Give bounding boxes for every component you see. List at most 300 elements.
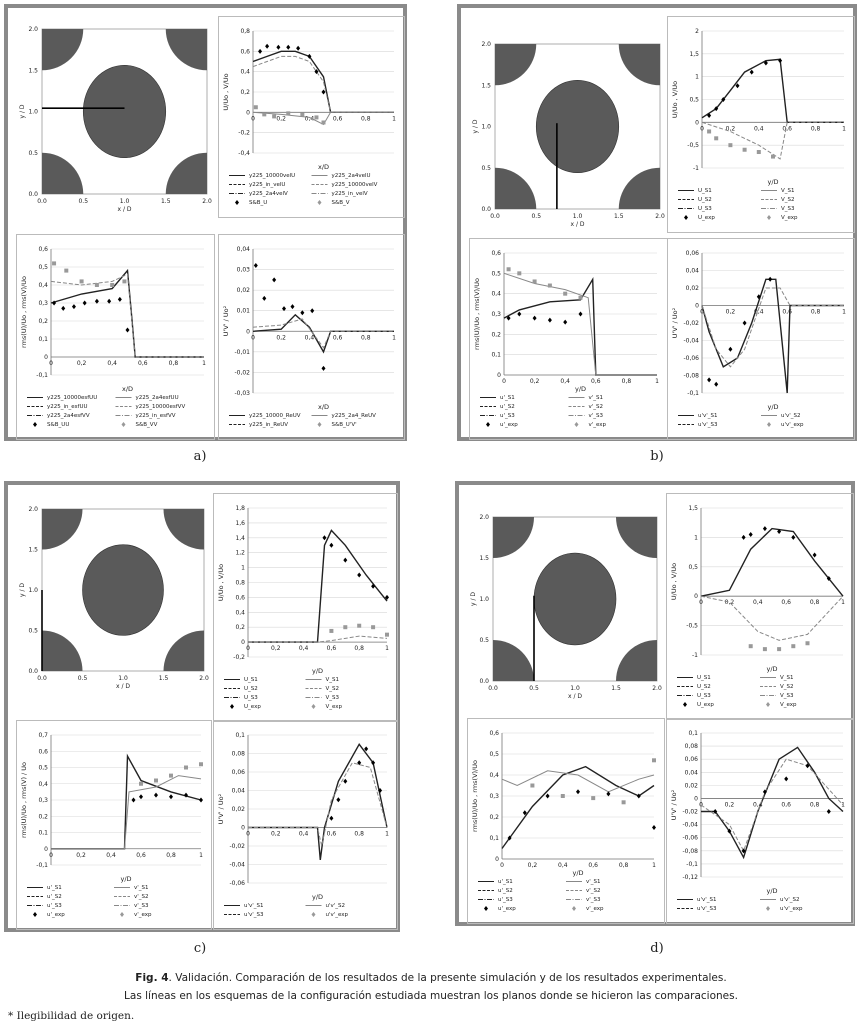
y-tick-label: 0,5	[689, 96, 699, 104]
exp-point-v	[743, 148, 747, 152]
y-tick-label: 0,6	[491, 250, 501, 257]
y-tick-label: 0,2	[240, 89, 250, 96]
y-tick-label: 0	[694, 593, 698, 601]
exp-point-v	[561, 794, 565, 798]
y-tick-label: 0,5	[489, 751, 499, 758]
panel-a	[4, 4, 407, 441]
legend-marker	[318, 422, 322, 427]
x-tick-label: 1.5	[158, 675, 169, 682]
y-axis-label: y / D	[472, 119, 479, 134]
y-tick-label: 2.0	[479, 514, 489, 521]
legend-entry: V_S1	[781, 188, 795, 194]
legend-entry: y225_2a4velV	[249, 191, 288, 197]
series-line	[51, 271, 204, 357]
legend-entry: V_S3	[325, 695, 340, 701]
y-tick-label: 0.5	[481, 164, 491, 172]
legend-marker	[766, 702, 770, 707]
schematic-plot	[469, 16, 666, 231]
exp-point	[343, 779, 347, 784]
y-axis-label: U'V' / Uo²	[222, 305, 230, 337]
x-tick-label: 0.0	[490, 213, 500, 220]
exp-point-v	[707, 129, 711, 133]
y-tick-label: 0,4	[38, 282, 48, 289]
y-tick-label: 0,04	[231, 787, 245, 795]
y-tick-label: -0,04	[229, 861, 245, 869]
exp-point-v	[763, 647, 767, 651]
y-axis-label: U'V' / Uo²	[217, 793, 225, 825]
exp-point	[652, 825, 656, 830]
y-tick-label: -0,04	[682, 821, 698, 829]
x-tick-label: 0,8	[354, 830, 364, 838]
x-tick-label: 0,2	[725, 308, 736, 316]
x-tick-label: 0,2	[529, 378, 540, 385]
series-line	[702, 122, 844, 159]
legend-entry: V_exp	[780, 702, 797, 708]
x-axis-label: x / D	[115, 683, 131, 690]
x-tick-label: 1	[652, 862, 656, 869]
x-tick-label: 0,8	[168, 360, 179, 367]
x-tick-label: 0,2	[271, 645, 281, 653]
exp-point-v	[579, 296, 583, 300]
series-line	[702, 59, 844, 122]
legend-entry: y225_in_ReUV	[249, 422, 289, 428]
y-tick-label: 1,8	[235, 505, 245, 512]
y-tick-label: 0,2	[491, 331, 501, 339]
y-tick-label: 0.0	[479, 678, 489, 685]
exp-point-v	[110, 283, 114, 287]
legend-marker	[683, 702, 687, 707]
legend-entry: v'_S3	[586, 897, 601, 903]
schematic-domain	[467, 493, 663, 703]
chart-svg	[668, 17, 854, 232]
y-tick-label: 0,02	[236, 287, 250, 295]
y-tick-label: 0,2	[38, 318, 48, 325]
exp-point-v	[122, 279, 126, 283]
exp-point-v	[371, 625, 375, 629]
y-tick-label: -0,08	[683, 372, 699, 380]
exp-point	[742, 535, 746, 540]
x-tick-label: 0,2	[724, 599, 735, 607]
y-tick-label: 0	[44, 354, 48, 361]
y-tick-label: 1,2	[235, 549, 245, 557]
y-tick-label: 1	[694, 534, 698, 542]
series-line	[701, 596, 843, 640]
y-axis-label: U/Uo , V/Uo	[671, 80, 679, 119]
x-tick-label: 0.0	[488, 685, 498, 692]
legend-entry: v'_S2	[588, 404, 604, 410]
legend-entry: u'v'_exp	[325, 912, 349, 918]
x-tick-label: 0,6	[326, 645, 337, 653]
legend-entry: u'_S1	[47, 885, 62, 891]
y-tick-label: 0.5	[28, 149, 38, 157]
legend-entry: y225_in_velU	[249, 182, 286, 188]
y-tick-label: -1	[692, 652, 698, 659]
exp-point	[154, 793, 158, 798]
chart-svg	[17, 721, 211, 929]
x-tick-label: 0,8	[166, 851, 176, 859]
chart-plot	[16, 234, 215, 440]
exp-point-v	[272, 114, 276, 118]
y-tick-label: 0,7	[38, 732, 48, 739]
panel-d	[455, 481, 855, 926]
legend-entry: y225_10000esfVV	[135, 404, 186, 410]
x-tick-label: 0	[49, 851, 53, 859]
exp-point	[546, 794, 550, 799]
series-line	[253, 51, 394, 112]
y-tick-label: 0	[495, 856, 499, 863]
legend-entry: y225_2a4velU	[331, 173, 371, 179]
legend-entry: y225_10000velU	[249, 173, 296, 179]
exp-point-v	[385, 633, 389, 637]
exp-point	[258, 49, 262, 54]
y-tick-label: 0,08	[231, 750, 245, 758]
schematic-plot	[16, 16, 213, 216]
legend-entry: V_S3	[781, 206, 795, 212]
legend-entry: V_S2	[781, 197, 795, 203]
x-tick-label: 0,6	[332, 334, 343, 342]
legend-entry: U_exp	[244, 704, 261, 710]
y-tick-label: 0,5	[688, 563, 698, 571]
schematic-domain	[16, 493, 210, 693]
legend-entry: V_S2	[780, 684, 794, 690]
x-tick-label: 0,6	[326, 830, 337, 838]
exp-point	[254, 263, 258, 268]
y-tick-label: 0,1	[38, 336, 48, 343]
legend-entry: u'_S3	[498, 897, 513, 903]
x-tick-label: 0	[699, 599, 703, 607]
exp-point	[343, 558, 347, 563]
y-tick-label: 0,4	[240, 68, 250, 76]
legend-entry: u'v'_exp	[781, 422, 804, 428]
x-tick-label: 0.5	[78, 198, 89, 205]
legend-entry: y225_2a4_ReUV	[331, 413, 376, 419]
y-tick-label: 0.0	[481, 206, 491, 213]
exp-point-v	[286, 111, 290, 115]
series-line	[701, 747, 843, 857]
y-tick-label: 1,5	[688, 505, 698, 512]
x-tick-label: 0,4	[558, 862, 568, 869]
y-tick-label: 2.0	[28, 26, 38, 33]
legend-entry: u'_exp	[500, 422, 518, 428]
legend-entry: S&B_V	[331, 200, 350, 206]
chart-svg	[667, 719, 853, 923]
exp-point-v	[169, 774, 173, 778]
legend-entry: v'_S2	[586, 888, 601, 894]
exp-point-v	[806, 641, 810, 645]
series-line	[504, 273, 657, 375]
schematic-svg	[16, 493, 210, 693]
chart-svg	[214, 721, 397, 929]
exp-point	[728, 347, 732, 352]
legend-entry: v'_S1	[588, 395, 604, 401]
y-tick-label: 1.0	[481, 123, 491, 131]
footnote: * Ilegibilidad de origen.	[8, 1010, 135, 1022]
legend-marker	[767, 422, 771, 427]
legend-marker	[766, 906, 770, 911]
x-tick-label: 0	[49, 360, 53, 367]
x-tick-label: 0	[700, 308, 704, 316]
exp-point	[749, 532, 753, 537]
x-tick-label: 0,8	[618, 862, 629, 869]
y-tick-label: 0,02	[231, 806, 245, 813]
series-line	[253, 319, 394, 348]
legend-entry: v'_exp	[586, 906, 604, 912]
x-tick-label: 1	[841, 801, 845, 809]
schematic-svg	[469, 16, 666, 231]
x-tick-label: 0,6	[136, 851, 146, 859]
y-tick-label: 0,02	[684, 782, 698, 790]
x-tick-label: 2.0	[652, 685, 662, 692]
x-tick-label: 1.5	[613, 213, 624, 220]
exp-point-v	[300, 112, 304, 116]
y-tick-label: 2.0	[28, 506, 38, 513]
y-tick-label: 0,04	[684, 769, 698, 777]
y-tick-label: 0,4	[235, 609, 245, 617]
x-tick-label: 0,6	[782, 125, 792, 133]
schematic-svg	[467, 493, 663, 703]
panel-label-c: c)	[193, 941, 207, 956]
exp-point	[139, 794, 143, 799]
y-tick-label: -0,02	[234, 369, 250, 377]
x-tick-label: 0,6	[591, 378, 601, 385]
x-tick-label: 0,4	[298, 830, 309, 838]
y-tick-label: -0,06	[682, 834, 698, 842]
x-tick-label: 0,2	[724, 801, 735, 809]
y-tick-label: 1,5	[689, 50, 699, 58]
exp-point	[296, 46, 300, 51]
legend-entry: V_exp	[325, 704, 343, 710]
x-tick-label: 0,8	[810, 308, 821, 316]
x-tick-label: 1	[655, 378, 659, 385]
x-tick-label: 0,2	[76, 851, 86, 859]
y-tick-label: 0,06	[231, 769, 245, 776]
legend-entry: u'v'_S1	[698, 413, 718, 419]
legend-entry: S&B_VV	[135, 422, 158, 428]
legend-entry: v'_S1	[134, 885, 149, 891]
exp-point	[357, 573, 361, 578]
y-tick-label: 0	[497, 372, 501, 379]
legend-entry: y225_in_esfVV	[135, 413, 176, 419]
x-axis-label: y/D	[572, 869, 584, 877]
x-tick-label: 1.0	[119, 198, 130, 205]
y-tick-label: -0,5	[687, 142, 699, 150]
exp-point	[169, 794, 173, 799]
legend-marker	[120, 912, 124, 917]
legend-marker	[122, 422, 126, 427]
y-tick-label: 1.5	[28, 67, 38, 75]
y-tick-label: 0	[246, 109, 250, 117]
y-axis-label: U/Uo , V/Uo	[217, 563, 225, 602]
exp-point	[533, 316, 537, 321]
schematic-plot	[16, 493, 210, 693]
x-tick-label: 1	[385, 645, 389, 653]
y-tick-label: 0,08	[684, 743, 698, 751]
legend-entry: y225_2a4esfVV	[47, 413, 90, 419]
x-tick-label: 1	[842, 308, 846, 316]
exp-point	[743, 321, 747, 326]
figure-caption-line1	[0, 972, 862, 984]
exp-point-v	[530, 784, 534, 788]
x-tick-label: 0.5	[529, 685, 539, 692]
series-line	[248, 744, 387, 860]
x-axis-label: y/D	[311, 667, 324, 675]
y-tick-label: 0,8	[235, 579, 245, 587]
x-tick-label: 1	[199, 851, 203, 859]
y-tick-label: 0.0	[28, 191, 38, 198]
x-tick-label: 0	[246, 830, 250, 838]
x-tick-label: 1.5	[160, 198, 171, 205]
legend-entry: U_S3	[697, 693, 711, 699]
y-tick-label: 0	[241, 639, 245, 647]
x-tick-label: 0	[699, 801, 703, 809]
exp-point	[336, 797, 340, 802]
legend-marker	[33, 422, 37, 427]
y-tick-label: 1.0	[28, 587, 38, 594]
chart-plot	[213, 720, 398, 930]
chart-svg	[219, 17, 404, 217]
exp-point	[262, 296, 266, 301]
series-line	[701, 759, 843, 851]
exp-point	[763, 526, 767, 531]
chart-svg	[17, 235, 214, 439]
x-tick-label: 0,2	[271, 830, 281, 838]
y-tick-label: 0,06	[685, 250, 699, 257]
x-tick-label: 0,4	[753, 599, 763, 607]
chart-plot	[16, 720, 212, 930]
legend-marker	[767, 215, 771, 220]
y-tick-label: 1	[695, 73, 699, 81]
exp-point	[286, 45, 290, 50]
y-tick-label: 0,1	[38, 829, 48, 837]
x-tick-label: 0,2	[725, 125, 736, 133]
exp-point-v	[254, 105, 258, 109]
legend-marker	[684, 215, 688, 220]
exp-point-v	[507, 267, 511, 271]
chart-plot	[666, 493, 854, 720]
y-tick-label: -0,02	[683, 320, 699, 327]
x-tick-label: 1.0	[572, 213, 583, 220]
y-tick-label: -0,12	[682, 874, 698, 881]
exp-point-v	[771, 155, 775, 159]
x-axis-label: x / D	[567, 693, 583, 700]
exp-point	[132, 798, 136, 803]
y-tick-label: 0,3	[38, 300, 48, 307]
legend-entry: u'v'_S1	[697, 897, 717, 903]
legend-entry: v'_S3	[588, 413, 604, 419]
exp-point-v	[533, 279, 537, 283]
x-axis-label: x/D	[317, 403, 330, 411]
legend-marker	[484, 906, 488, 911]
y-tick-label: -0,02	[682, 808, 698, 816]
exp-point	[548, 318, 552, 323]
y-tick-label: -0,03	[234, 390, 250, 397]
series-line	[702, 279, 844, 393]
legend-entry: u'v'_S1	[244, 903, 264, 909]
legend-entry: U_S1	[697, 675, 711, 681]
x-tick-label: 0,4	[107, 360, 117, 367]
legend-entry: v'_S2	[134, 894, 149, 900]
chart-svg	[468, 719, 664, 923]
x-tick-label: 1	[392, 115, 396, 123]
y-axis-label: rms(U)/Uo , rms(V)/Uo	[471, 760, 479, 832]
x-tick-label: 2.0	[655, 213, 665, 220]
exp-point-v	[64, 269, 68, 273]
legend-entry: S&B_U'V'	[331, 422, 357, 428]
legend-entry: U_S2	[698, 197, 712, 203]
exp-point-v	[548, 284, 552, 288]
legend-entry: u'v'_S3	[244, 912, 264, 918]
x-tick-label: 1	[392, 334, 396, 342]
legend-entry: V_S1	[780, 675, 794, 681]
legend-entry: V_exp	[781, 215, 798, 221]
x-tick-label: 0,4	[560, 378, 570, 385]
exp-point-v	[322, 121, 326, 125]
exp-point	[579, 312, 583, 317]
legend-entry: U_S1	[698, 188, 712, 194]
y-tick-label: 0	[241, 824, 245, 832]
legend-entry: u'_S3	[47, 903, 62, 909]
exp-point	[827, 809, 831, 814]
x-tick-label: 0.0	[37, 198, 47, 205]
y-tick-label: 0,1	[489, 835, 499, 842]
x-tick-label: 0	[502, 378, 506, 385]
y-tick-label: -0,4	[238, 150, 250, 157]
y-tick-label: 0,2	[38, 813, 48, 821]
y-tick-label: 0,1	[491, 351, 501, 359]
exp-point	[83, 301, 87, 306]
y-tick-label: -0,06	[229, 880, 245, 887]
exp-point-v	[622, 800, 626, 804]
y-axis-label: U'V' / Uo²	[670, 789, 678, 821]
legend-entry: U_S3	[244, 695, 258, 701]
center-cylinder	[534, 553, 616, 645]
exp-point-v	[139, 782, 143, 786]
y-tick-label: -0,04	[683, 337, 699, 345]
legend-entry: U_S3	[698, 206, 712, 212]
y-tick-label: 0,1	[688, 730, 698, 737]
x-tick-label: 0	[246, 645, 250, 653]
x-tick-label: 0.5	[531, 213, 542, 220]
exp-point	[714, 382, 718, 387]
x-tick-label: 0.5	[77, 675, 88, 682]
exp-point	[322, 535, 326, 540]
y-tick-label: -0,08	[682, 847, 698, 855]
x-tick-label: 0,8	[809, 801, 820, 809]
legend-entry: S&B_UU	[47, 422, 70, 428]
y-tick-label: 2	[695, 28, 699, 35]
y-tick-label: 0,6	[38, 246, 48, 253]
series-line	[702, 288, 844, 367]
plot-area	[701, 733, 843, 877]
x-tick-label: 1	[842, 125, 846, 133]
y-axis-label: y / D	[19, 582, 26, 598]
y-axis-label: y / D	[19, 104, 26, 119]
x-axis-label: y/D	[766, 665, 778, 673]
exp-point	[576, 789, 580, 794]
chart-svg	[667, 494, 853, 719]
y-tick-label: 1	[241, 564, 245, 572]
y-tick-label: 0,2	[235, 624, 245, 632]
exp-point-v	[357, 624, 361, 628]
figure-label: Fig. 4	[135, 972, 169, 984]
exp-point	[606, 791, 610, 796]
chart-plot	[469, 238, 668, 440]
x-tick-label: 0	[500, 862, 504, 869]
x-axis-label: y/D	[120, 875, 132, 883]
y-axis-label: U/Uo , V/Uo	[670, 562, 678, 601]
x-tick-label: 0,8	[809, 599, 820, 607]
y-tick-label: 0,6	[240, 48, 250, 56]
